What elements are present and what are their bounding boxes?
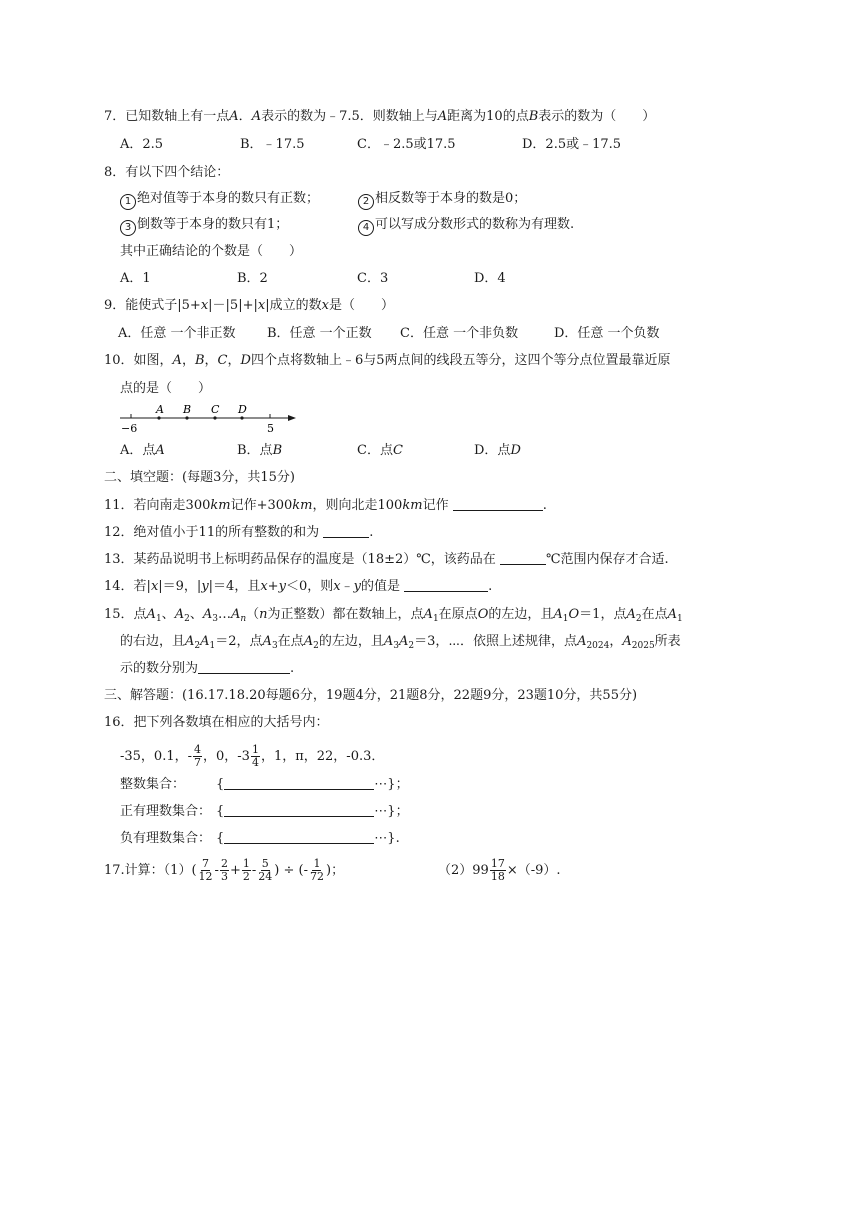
positive-rational-set-blank[interactable] — [224, 804, 374, 817]
q8-conclusion-1: 1 绝对值等于本身的数只有正数； — [120, 190, 319, 210]
q14-answer-blank[interactable] — [404, 579, 488, 592]
q8-option-d: D．4 — [474, 271, 506, 286]
q8-ask: 其中正确结论的个数是（ ） — [120, 244, 303, 259]
q12: 12．绝对值小于11的所有整数的和为 . — [104, 525, 374, 540]
section-3-heading: 三、解答题：(16.17.18.20每题6分，19题4分，21题8分，22题9分，23题10分，共55分) — [104, 688, 638, 703]
q9-stem: 9．能使式子|5+x|－|5|+|x|成立的数x是（ ） — [104, 298, 394, 313]
q17-part2: （2）99 $\frac{17}{18}$ ×（-9）. — [438, 857, 561, 883]
q8-option-c: C．3 — [357, 271, 389, 286]
q15-line3: 示的数分别为 . — [120, 661, 295, 676]
integer-set-blank[interactable] — [224, 777, 374, 790]
q16-stem: 16．把下列各数填在相应的大括号内： — [104, 715, 329, 730]
point-a — [157, 416, 160, 419]
q11-answer-blank[interactable] — [453, 498, 543, 511]
q7-option-d: D．2.5或﹣17.5 — [522, 137, 622, 152]
circled-number-icon: 4 — [358, 220, 374, 236]
axis-label-left: −6 — [121, 422, 138, 435]
point-b — [185, 416, 188, 419]
fraction: $\frac{17}{18}$ — [490, 857, 505, 883]
q13: 13．某药品说明书上标明药品保存的温度是（18±2）℃，该药品在 ℃范围内保存才合适. — [104, 552, 669, 567]
q7-option-b: B．﹣17.5 — [240, 137, 305, 152]
point-label-a: A — [156, 403, 164, 416]
q10-option-b: B．点B — [237, 443, 283, 458]
point-label-b: B — [183, 403, 192, 416]
q11: 11．若向南走300km记作+300km，则向北走100km记作 . — [104, 498, 547, 513]
q15-line1: 15．点$A_1$、$A_2$、$A_3\dots A_n(n$为正整数）都在数轴上，点$A_1$在原点O的左边，且$A_1O=1$，点$A_2$在点$A_1$ — [104, 607, 683, 624]
point-label-c: C — [211, 403, 220, 416]
q14: 14．若|x|＝9，|y|＝4，且x+y＜0，则x﹣y的值是 . — [104, 579, 493, 594]
q12-answer-blank[interactable] — [323, 525, 369, 538]
q8-stem: 8．有以下四个结论： — [104, 165, 230, 180]
q9-option-d: D．任意 一个负数 — [554, 326, 660, 341]
section-2-heading: 二、填空题：(每题3分，共15分) — [104, 470, 295, 485]
number-line-figure — [118, 400, 303, 436]
q15-answer-blank[interactable] — [198, 661, 290, 674]
q10-option-c: C．点C — [357, 443, 403, 458]
q9-option-a: A．任意 一个非正数 — [118, 326, 236, 341]
fraction: $\frac{1}{2}$ — [242, 857, 250, 883]
q8-conclusion-2: 2 相反数等于本身的数是0； — [358, 190, 526, 210]
q16-set-positive-rationals: 正有理数集合： { ⋯}； — [120, 804, 409, 819]
q8-option-b: B．2 — [237, 271, 268, 286]
q17-part1: 17.计算：（1）( $\frac{7}{12}$ - $\frac{2}{3}$ + $\frac{1}{2}$ - $\frac{5}{24}$ ) ÷ (- $\frac{1}{72}$ )； — [104, 857, 345, 883]
negative-rational-set-blank[interactable] — [224, 831, 374, 844]
fraction: $\frac{1}{4}$ — [251, 743, 259, 769]
q16-set-integers: 整数集合： { ⋯}； — [120, 777, 409, 792]
point-d — [240, 416, 243, 419]
point-label-d: D — [238, 403, 247, 416]
q8-option-a: A．1 — [120, 271, 151, 286]
q10-option-d: D．点D — [474, 443, 521, 458]
q16-numbers: -35，0.1，- $\frac{4}{7}$ ，0，-3 $\frac{1}{4}$ ，1，π，22，-0.3． — [120, 743, 385, 769]
q8-conclusion-4: 4 可以写成分数形式的数称为有理数. — [358, 216, 574, 236]
fraction: $\frac{4}{7}$ — [194, 743, 202, 769]
fraction: $\frac{1}{72}$ — [309, 857, 324, 883]
q9-option-c: C．任意 一个非负数 — [400, 326, 519, 341]
circled-number-icon: 1 — [120, 194, 136, 210]
circled-number-icon: 3 — [120, 220, 136, 236]
q10-option-a: A．点A — [120, 443, 165, 458]
point-c — [213, 416, 216, 419]
q7-option-a: A．2.5 — [120, 137, 164, 152]
q7-stem: 7．已知数轴上有一点A．A表示的数为﹣7.5．则数轴上与A距离为10的点B表示的数为（ ） — [104, 109, 656, 124]
fraction: $\frac{5}{24}$ — [258, 857, 273, 883]
axis-label-right: 5 — [267, 422, 274, 435]
q10-stem-line2: 点的是（ ） — [120, 381, 212, 396]
fraction: $\frac{2}{3}$ — [220, 857, 228, 883]
q16-set-negative-rationals: 负有理数集合： { ⋯}. — [120, 831, 400, 846]
q10-stem-line1: 10．如图，A，B，C，D四个点将数轴上﹣6与5两点间的线段五等分，这四个等分点位置最靠近原 — [104, 353, 671, 368]
fraction: $\frac{7}{12}$ — [198, 857, 213, 883]
q8-conclusion-3: 3 倒数等于本身的数只有1； — [120, 216, 288, 236]
q15-line2: 的右边，且$A_2A_1=2$，点$A_3$在点$A_2$的左边，且$A_3A_2=3$，⋯．依照上述规律，点$A_{2024}$，$A_{2025}$所表 — [120, 634, 681, 651]
circled-number-icon: 2 — [358, 194, 374, 210]
arrow-right-icon — [288, 415, 296, 421]
q9-option-b: B．任意 一个正数 — [267, 326, 372, 341]
q7-option-c: C．﹣2.5或17.5 — [357, 137, 456, 152]
q13-answer-blank[interactable] — [500, 552, 546, 565]
